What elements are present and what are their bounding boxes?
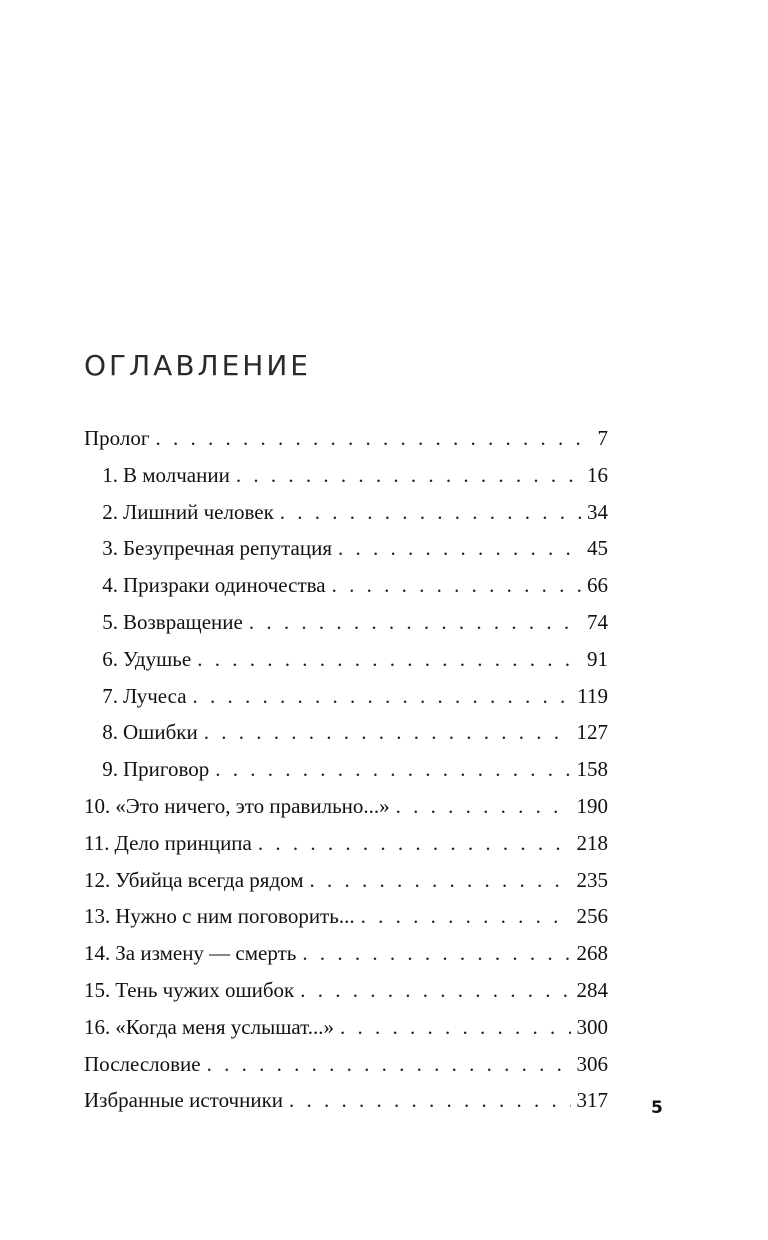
toc-entry-number: 10.: [84, 793, 111, 818]
table-of-contents: [84, 420, 608, 1119]
toc-entry-title: Пролог: [84, 426, 150, 450]
toc-entry-page: 218: [576, 830, 608, 855]
toc-entry[interactable]: [84, 714, 608, 751]
dot-leader: [289, 1082, 570, 1119]
toc-entry-title: Ошибки: [123, 720, 198, 745]
toc-entry[interactable]: [84, 1046, 608, 1083]
toc-entry-page: 317: [576, 1088, 608, 1113]
toc-entry-title: За измену — смерть: [115, 941, 297, 966]
toc-entry-number: 16.: [84, 1014, 111, 1039]
toc-entry-title: Призраки одиночества: [123, 573, 326, 598]
toc-entry[interactable]: [84, 1082, 608, 1119]
toc-entry[interactable]: [84, 935, 608, 972]
toc-entry-page: 91: [587, 646, 608, 671]
toc-entry-title: Удушье: [123, 646, 192, 671]
toc-entry[interactable]: [84, 420, 608, 457]
toc-entry-number: 12.: [84, 867, 111, 892]
toc-entry-title: Лишний человек: [123, 499, 274, 524]
toc-entry-number: 13.: [84, 904, 111, 929]
toc-entry[interactable]: [84, 641, 608, 678]
dot-leader: [258, 825, 571, 862]
dot-leader: [310, 862, 571, 899]
toc-entry-title: Приговор: [123, 757, 210, 782]
toc-entry[interactable]: [84, 567, 608, 604]
toc-entry[interactable]: [84, 604, 608, 641]
dot-leader: [280, 494, 581, 531]
toc-entry-title: Нужно с ним поговорить...: [115, 904, 355, 929]
toc-entry-number: 7.: [102, 683, 118, 708]
toc-entry-title: Убийца всегда рядом: [115, 867, 304, 892]
toc-entry-page: 268: [576, 941, 608, 966]
dot-leader: [155, 420, 591, 457]
toc-entry-page: 158: [576, 757, 608, 782]
toc-entry-number: 4.: [102, 573, 118, 598]
dot-leader: [215, 751, 570, 788]
toc-entry-title: Тень чужих ошибок: [115, 977, 295, 1002]
toc-entry[interactable]: [84, 530, 608, 567]
toc-entry[interactable]: [84, 457, 608, 494]
toc-entry-page: 284: [576, 977, 608, 1002]
toc-entry[interactable]: [84, 751, 608, 788]
toc-entry[interactable]: [84, 788, 608, 825]
toc-entry[interactable]: [84, 494, 608, 531]
dot-leader: [300, 972, 570, 1009]
toc-entry-title: Дело принципа: [114, 830, 252, 855]
toc-entry[interactable]: [84, 1009, 608, 1046]
toc-entry-title: Возвращение: [123, 609, 243, 634]
toc-entry-number: 6.: [102, 646, 118, 671]
dot-leader: [249, 604, 581, 641]
toc-entry[interactable]: [84, 898, 608, 935]
toc-entry-title: «Когда меня услышат...»: [115, 1014, 334, 1039]
dot-leader: [338, 530, 581, 567]
toc-entry-number: 1.: [102, 462, 118, 487]
toc-entry-number: 5.: [102, 609, 118, 634]
toc-entry-title: В молчании: [123, 462, 230, 487]
toc-entry-title: Безупречная репутация: [123, 536, 333, 561]
toc-entry-number: 8.: [102, 720, 118, 745]
dot-leader: [204, 714, 571, 751]
toc-entry-page: 119: [577, 683, 608, 708]
toc-entry-title: Лучеса: [123, 683, 187, 708]
toc-entry-page: 7: [597, 426, 608, 450]
dot-leader: [302, 935, 570, 972]
toc-entry-number: 9.: [102, 757, 118, 782]
toc-entry-title: Избранные источники: [84, 1088, 284, 1113]
toc-entry[interactable]: [84, 678, 608, 715]
toc-entry-number: 11.: [84, 830, 110, 855]
toc-entry-page: 306: [576, 1051, 608, 1076]
toc-entry-page: 256: [576, 904, 608, 929]
toc-entry[interactable]: [84, 972, 608, 1009]
dot-leader: [207, 1046, 571, 1083]
dot-leader: [193, 678, 572, 715]
toc-entry-page: 16: [587, 462, 608, 487]
toc-entry[interactable]: [84, 862, 608, 899]
toc-entry-page: 45: [587, 536, 608, 561]
dot-leader: [332, 567, 581, 604]
toc-entry-title: Послесловие: [84, 1051, 201, 1076]
toc-entry[interactable]: [84, 825, 608, 862]
toc-entry-page: 190: [576, 793, 608, 818]
dot-leader: [361, 898, 571, 935]
toc-entry-number: 14.: [84, 941, 111, 966]
toc-entry-number: 2.: [102, 499, 118, 524]
toc-entry-title: «Это ничего, это правильно...»: [115, 793, 390, 818]
toc-entry-number: 3.: [102, 536, 118, 561]
toc-entry-page: 235: [576, 867, 608, 892]
toc-entry-page: 300: [576, 1014, 608, 1039]
dot-leader: [396, 788, 571, 825]
page-number: 5: [651, 1098, 663, 1118]
toc-entry-page: 127: [576, 720, 608, 745]
dot-leader: [236, 457, 581, 494]
toc-entry-page: 66: [587, 573, 608, 598]
toc-entry-page: 34: [587, 499, 608, 524]
toc-entry-number: 15.: [84, 977, 111, 1002]
toc-heading: ОГЛАВЛЕНИЕ: [84, 349, 311, 382]
dot-leader: [340, 1009, 571, 1046]
toc-entry-page: 74: [587, 609, 608, 634]
dot-leader: [197, 641, 581, 678]
